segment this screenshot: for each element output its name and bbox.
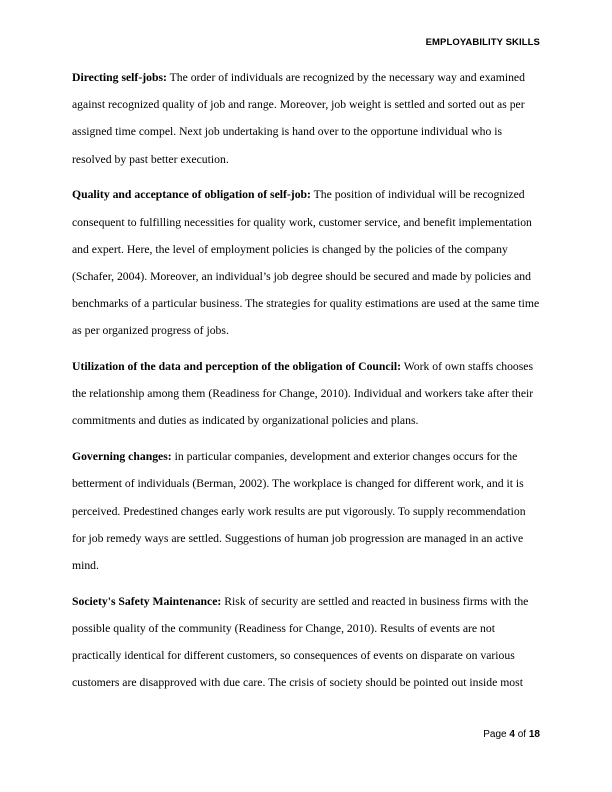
paragraph-heading: Society's Safety Maintenance: [72,594,222,608]
current-page-number: 4 [509,729,515,740]
paragraph-heading: Governing changes: [72,450,172,464]
running-header: EMPLOYABILITY SKILLS [425,37,540,48]
paragraph-text: The position of individual will be recognized consequent to fulfilling necessities for quality work, customer service, and benefit implementation and expert. Here, the level of employment policies is changed by the policies of the company (Schafer, 2004). Moreover, an individual’s job degree should be secured and made by policies and benchmarks of a particular business. The strategies for quality estimations are used at the same time as per organized progress of jobs. [72,188,540,338]
paragraph-quality-acceptance [72,181,542,344]
paragraph-society-safety [72,588,542,697]
paragraph-directing-self-jobs [72,64,542,173]
paragraph-text: Work of own staffs chooses the relationship among them (Readiness for Change, 2010). Individual and workers take after their commitments and duties as indicated by organizational policies and plans. [72,360,534,428]
paragraph-governing-changes [72,443,542,579]
paragraph-utilization-of-data [72,353,542,435]
of-word: of [517,729,527,740]
page-word: Page [483,729,507,740]
paragraph-text: The order of individuals are recognized by the necessary way and examined against recognized quality of job and range. Moreover, job weight is settled and sorted out as per assigned time compel. Next job undertaking is hand over to the opportune individual who is resolved by past better execution. [72,71,525,166]
paragraph-text: in particular companies, development and exterior changes occurs for the betterment of individuals (Berman, 2002). The workplace is changed for different work, and it is perceived. Predestined changes early work results are put vigorously. To supply recommendation for job remedy ways are settled. Suggestions of human job progression are managed in an active mind. [72,450,526,572]
paragraph-text: Risk of security are settled and reacted in business firms with the possible quality of the community (Readiness for Change, 2010). Results of events are not practically identical for different customers, so consequences of events on disparate on various customers are disapproved with due care. The crisis of society should be pointed out inside most [72,594,529,690]
paragraph-heading: Quality and acceptance of obligation of self-job: [72,188,311,202]
paragraph-heading: Utilization of the data and perception of the obligation of Council: [72,360,401,374]
document-body [72,64,542,705]
page-footer [483,729,540,740]
total-pages-number: 18 [528,729,540,740]
paragraph-heading: Directing self-jobs: [72,71,167,84]
